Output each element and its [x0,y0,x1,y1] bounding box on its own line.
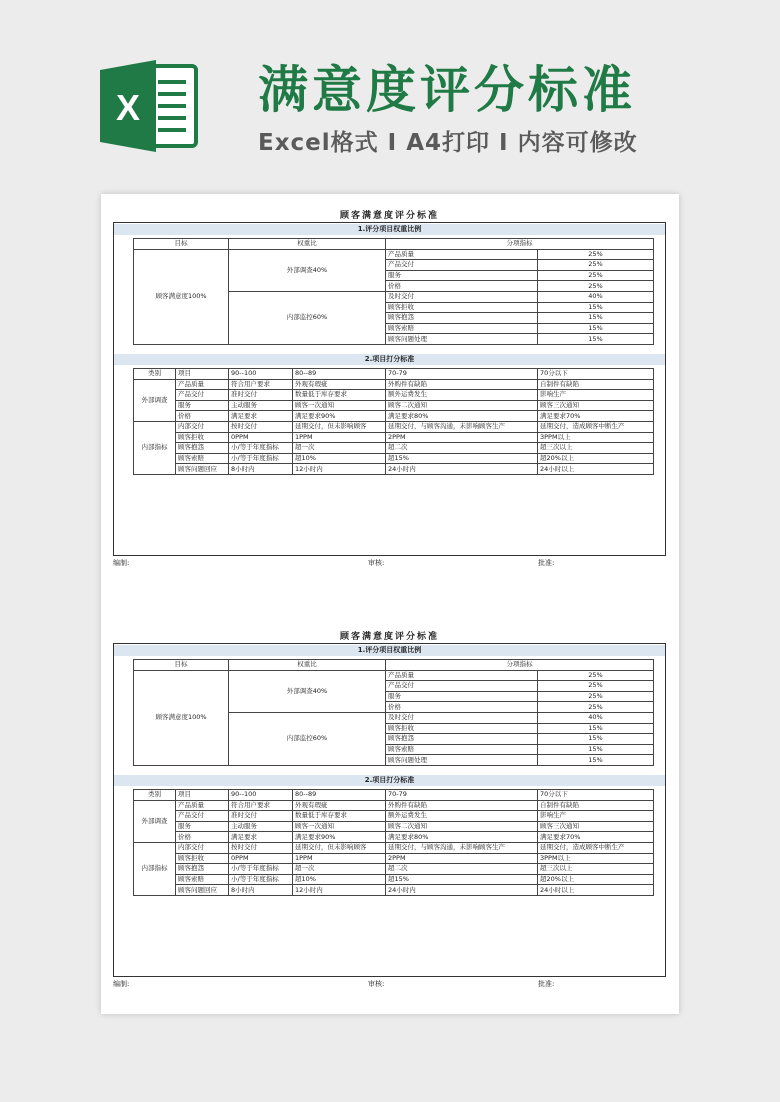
score-cell: 24小时内 [386,464,538,475]
table-row [134,811,654,822]
indicator-value: 15% [538,334,654,345]
score-cell: 顾客抱怨 [176,443,229,454]
indicator-label: 及时交付 [386,291,538,302]
header-cell: 项目 [176,789,229,800]
header-cell: 类别 [134,368,176,379]
weights-header-row [134,239,654,250]
indicator-value: 25% [538,681,654,692]
score-cell: 延期交付，与顾客沟通，未影响顾客生产 [386,842,538,853]
score-cell: 内部交付 [176,421,229,432]
table-row [134,842,654,853]
score-cell: 顾客三次通知 [538,821,654,832]
reviewed-by-label: 审核: [368,559,385,567]
sign-off-row [113,978,666,990]
indicator-label: 顾客问题处理 [386,755,538,766]
weight-group-cell: 外部调查40% [229,249,386,291]
header-cell: 项目 [176,368,229,379]
sign-off-row [113,557,666,569]
scoring-header-row [134,789,654,800]
score-cell: 顾客索赔 [176,874,229,885]
section-band-weights: 1.评分项目权重比例 [114,645,665,656]
weight-group-cell: 内部监控60% [229,712,386,765]
score-cell: 数量低于库存要求 [293,811,386,822]
score-cell: 内部交付 [176,842,229,853]
score-cell: 满足要求70% [538,832,654,843]
table-row [134,400,654,411]
score-cell: 满足要求90% [293,832,386,843]
score-cell: 小/等于年度指标 [229,443,293,454]
indicator-value: 15% [538,313,654,324]
score-cell: 产品交付 [176,811,229,822]
reviewed-by-label: 审核: [368,980,385,988]
score-cell: 2PPM [386,432,538,443]
indicator-value: 15% [538,323,654,334]
header-cell: 类别 [134,789,176,800]
score-sheet [113,627,666,990]
score-cell: 顾客拒收 [176,853,229,864]
score-cell: 超20%以上 [538,453,654,464]
page-title: 满意度评分标准 [258,61,636,119]
weight-group-cell: 外部调查40% [229,670,386,712]
indicator-label: 顾客抱怨 [386,734,538,745]
indicator-label: 顾客索赔 [386,323,538,334]
score-cell: 12小时内 [293,885,386,896]
score-cell: 24小时内 [386,885,538,896]
indicator-label: 及时交付 [386,712,538,723]
indicator-value: 15% [538,755,654,766]
score-cell: 自制件有缺陷 [538,800,654,811]
score-cell: 超三次以上 [538,443,654,454]
score-cell: 满足要求 [229,832,293,843]
score-cell: 超15% [386,453,538,464]
score-cell: 延期交付，造成顾客中断生产 [538,842,654,853]
section-band-scoring: 2.项目打分标准 [114,354,665,365]
score-cell: 准时交付 [229,811,293,822]
score-cell: 产品质量 [176,379,229,390]
scoring-table [133,789,654,896]
score-cell: 满足要求70% [538,411,654,422]
indicator-label: 产品质量 [386,670,538,681]
table-row [134,874,654,885]
score-cell: 外观有瑕疵 [293,800,386,811]
table-row [134,411,654,422]
score-cell: 延期交付，与顾客沟通，未影响顾客生产 [386,421,538,432]
category-cell: 内部指标 [134,421,176,474]
svg-text:X: X [115,87,141,128]
sheet-frame [113,643,666,977]
score-cell: 3PPM以上 [538,853,654,864]
table-row [134,885,654,896]
header-cell: 分项指标 [386,239,654,250]
score-cell: 24小时以上 [538,464,654,475]
score-cell: 额外运费发生 [386,811,538,822]
score-cell: 顾客索赔 [176,453,229,464]
score-cell: 额外运费发生 [386,390,538,401]
category-cell: 外部调查 [134,800,176,842]
document-paper [101,194,679,1014]
score-cell: 按时交付 [229,421,293,432]
header-cell: 90--100 [229,368,293,379]
score-cell: 0PPM [229,432,293,443]
score-cell: 服务 [176,821,229,832]
sheet-frame [113,222,666,556]
score-cell: 8小时内 [229,885,293,896]
score-cell: 影响生产 [538,811,654,822]
score-cell: 超三次以上 [538,864,654,875]
score-cell: 3PPM以上 [538,432,654,443]
sheet-title: 顾客满意度评分标准 [339,211,439,221]
section-band-scoring: 2.项目打分标准 [114,775,665,786]
table-row [134,670,654,681]
scoring-table [133,368,654,475]
score-cell: 8小时内 [229,464,293,475]
score-cell: 超二次 [386,864,538,875]
scoring-header-row [134,368,654,379]
score-cell: 超一次 [293,864,386,875]
table-row [134,464,654,475]
indicator-label: 价格 [386,281,538,292]
indicator-value: 25% [538,691,654,702]
weights-table [133,238,654,345]
sheet-title: 顾客满意度评分标准 [339,632,439,642]
score-cell: 1PPM [293,853,386,864]
score-cell: 小/等于年度指标 [229,864,293,875]
score-cell: 顾客二次通知 [386,821,538,832]
header-cell: 权重比 [229,239,386,250]
indicator-label: 顾客问题处理 [386,334,538,345]
weights-table [133,659,654,766]
header-cell: 70-79 [386,789,538,800]
score-cell: 延期交付，但未影响顾客 [293,421,386,432]
score-cell: 超一次 [293,443,386,454]
score-cell: 24小时以上 [538,885,654,896]
page-header [0,0,780,190]
excel-logo-icon [100,58,200,154]
score-cell: 价格 [176,411,229,422]
indicator-value: 25% [538,249,654,260]
score-cell: 符合用户要求 [229,800,293,811]
indicator-label: 服务 [386,270,538,281]
indicator-label: 价格 [386,702,538,713]
score-cell: 超20%以上 [538,874,654,885]
score-cell: 主动服务 [229,400,293,411]
indicator-value: 25% [538,670,654,681]
header-cell: 70分以下 [538,789,654,800]
score-cell: 影响生产 [538,390,654,401]
page-subtitle: Excel格式 I A4打印 I 内容可修改 [258,130,638,156]
header-cell: 70-79 [386,368,538,379]
header-cell: 权重比 [229,660,386,671]
indicator-label: 顾客索赔 [386,744,538,755]
score-cell: 外观有瑕疵 [293,379,386,390]
indicator-label: 顾客拒收 [386,302,538,313]
table-row [134,390,654,401]
score-cell: 延期交付，造成顾客中断生产 [538,421,654,432]
indicator-label: 顾客抱怨 [386,313,538,324]
score-cell: 2PPM [386,853,538,864]
header-cell: 分项指标 [386,660,654,671]
score-cell: 按时交付 [229,842,293,853]
indicator-value: 40% [538,712,654,723]
score-cell: 顾客拒收 [176,432,229,443]
score-cell: 主动服务 [229,821,293,832]
prepared-by-label: 编制: [113,980,130,988]
indicator-label: 顾客拒收 [386,723,538,734]
header-cell: 目标 [134,660,229,671]
score-cell: 价格 [176,832,229,843]
indicator-value: 25% [538,270,654,281]
table-row [134,443,654,454]
indicator-value: 25% [538,702,654,713]
table-row [134,853,654,864]
indicator-value: 15% [538,723,654,734]
score-cell: 小/等于年度指标 [229,874,293,885]
score-cell: 顾客一次通知 [293,400,386,411]
score-cell: 外购件有缺陷 [386,379,538,390]
score-cell: 超二次 [386,443,538,454]
indicator-value: 25% [538,281,654,292]
score-cell: 超10% [293,453,386,464]
goal-cell: 顾客满意度100% [134,670,229,765]
score-cell: 产品交付 [176,390,229,401]
prepared-by-label: 编制: [113,559,130,567]
indicator-value: 15% [538,734,654,745]
score-cell: 满足要求80% [386,832,538,843]
score-cell: 延期交付，但未影响顾客 [293,842,386,853]
header-cell: 目标 [134,239,229,250]
header-cell: 70分以下 [538,368,654,379]
score-cell: 顾客抱怨 [176,864,229,875]
indicator-value: 15% [538,744,654,755]
table-row [134,432,654,443]
score-cell: 12小时内 [293,464,386,475]
indicator-label: 产品交付 [386,260,538,271]
score-cell: 顾客问题回应 [176,464,229,475]
table-row [134,821,654,832]
score-cell: 1PPM [293,432,386,443]
score-cell: 满足要求 [229,411,293,422]
category-cell: 内部指标 [134,842,176,895]
goal-cell: 顾客满意度100% [134,249,229,344]
score-cell: 产品质量 [176,800,229,811]
table-row [134,864,654,875]
score-cell: 顾客一次通知 [293,821,386,832]
indicator-label: 产品交付 [386,681,538,692]
approved-by-label: 批准: [538,559,555,567]
section-band-weights: 1.评分项目权重比例 [114,224,665,235]
header-cell: 80--89 [293,368,386,379]
score-cell: 顾客问题回应 [176,885,229,896]
score-cell: 符合用户要求 [229,379,293,390]
score-cell: 顾客三次通知 [538,400,654,411]
table-row [134,379,654,390]
score-cell: 自制件有缺陷 [538,379,654,390]
score-cell: 满足要求90% [293,411,386,422]
table-row [134,800,654,811]
score-cell: 小/等于年度指标 [229,453,293,464]
header-cell: 90--100 [229,789,293,800]
score-cell: 外购件有缺陷 [386,800,538,811]
score-cell: 数量低于库存要求 [293,390,386,401]
table-row [134,249,654,260]
header-cell: 80--89 [293,789,386,800]
weights-header-row [134,660,654,671]
score-sheet [113,206,666,569]
indicator-label: 服务 [386,691,538,702]
score-cell: 满足要求80% [386,411,538,422]
score-cell: 顾客二次通知 [386,400,538,411]
indicator-value: 25% [538,260,654,271]
indicator-value: 15% [538,302,654,313]
score-cell: 超15% [386,874,538,885]
weight-group-cell: 内部监控60% [229,291,386,344]
table-row [134,453,654,464]
score-cell: 0PPM [229,853,293,864]
score-cell: 准时交付 [229,390,293,401]
category-cell: 外部调查 [134,379,176,421]
score-cell: 服务 [176,400,229,411]
approved-by-label: 批准: [538,980,555,988]
indicator-value: 40% [538,291,654,302]
score-cell: 超10% [293,874,386,885]
table-row [134,832,654,843]
indicator-label: 产品质量 [386,249,538,260]
table-row [134,421,654,432]
